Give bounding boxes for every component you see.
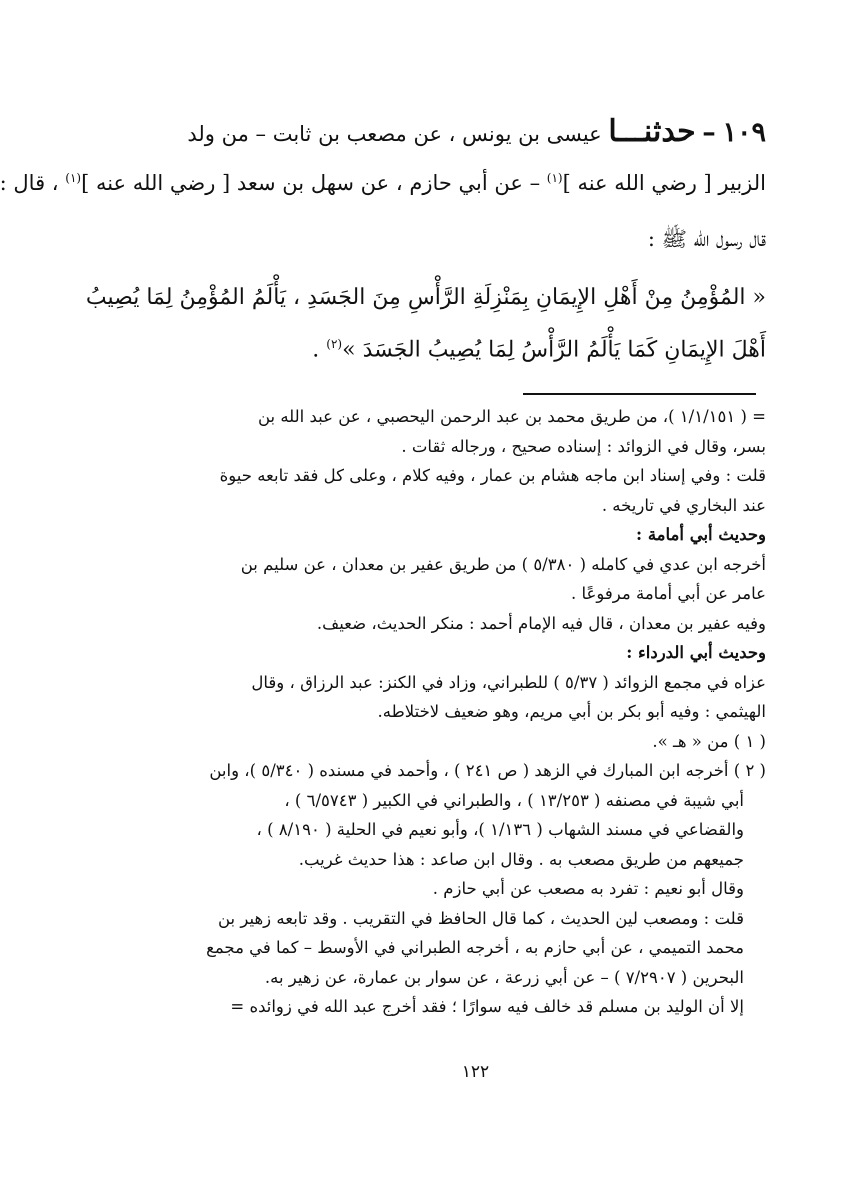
footnote-note-1: ( ١ ) من « هـ ». bbox=[652, 731, 766, 751]
footnote-line: محمد التميمي ، عن أبي حازم به ، أخرجه الطبراني في الأوسط – كما في مجمع bbox=[206, 938, 744, 957]
footnote-line: وفيه عفير بن معدان ، قال فيه الإمام أحمد : منكر الحديث، ضعيف. bbox=[316, 613, 766, 633]
isnad-line-2a: الزبير [ رضي الله عنه ] bbox=[562, 171, 766, 195]
isnad-line-2c: ، قال : bbox=[0, 171, 59, 195]
hadith-intro: قال رسول الله ﷺ : bbox=[647, 227, 766, 251]
footnote-line: عزاه في مجمع الزوائد ( ٥/٣٧ ) للطبراني، وزاد في الكنز: عبد الرزاق ، وقال bbox=[251, 672, 766, 692]
matn-end: . bbox=[312, 337, 320, 363]
footnote-line: عند البخاري في تاريخه . bbox=[601, 495, 766, 515]
hadith-second-line bbox=[0, 156, 766, 205]
footnotes bbox=[191, 402, 766, 1022]
hadith-dash: – bbox=[702, 117, 716, 148]
footnote-divider bbox=[523, 393, 756, 395]
hadith-first-line bbox=[187, 110, 766, 156]
matn-line-2-text: أَهْلَ الإِيمَانِ كَمَا يَأْلَمُ الرَّأْسُ لِمَا يُصِيبُ الجَسَدَ » bbox=[342, 337, 766, 363]
matn-line-1: « المُؤْمِنُ مِنْ أَهْلِ الإِيمَانِ بِمَنْزِلَةِ الرَّأْسِ مِنَ الجَسَدِ ، يَأْلَمُ المُؤْمِنُ لِمَا يُصِيبُ bbox=[85, 285, 766, 310]
footnote-line: البحرين ( ٧/٢٩٠٧ ) – عن أبي زرعة ، عن سوار بن عمارة، عن زهير به. bbox=[264, 967, 744, 987]
footnote-line: إلا أن الوليد بن مسلم قد خالف فيه سوارًا ؛ فقد أخرج عبد الله في زوائده = bbox=[230, 997, 744, 1016]
hadith-number: ١٠٩ bbox=[722, 117, 766, 148]
footnote-note-2: ( ٢ ) أخرجه ابن المبارك في الزهد ( ص ٢٤١ ) ، وأحمد في مسنده ( ٥/٣٤٠ )، وابن bbox=[209, 761, 766, 780]
footnote-line: أخرجه ابن عدي في كامله ( ٥/٣٨٠ ) من طريق عفير بن معدان ، عن سليم بن bbox=[240, 554, 766, 574]
footnote-heading: وحديث أبي أمامة : bbox=[635, 525, 766, 544]
footnote-line: وقال أبو نعيم : تفرد به مصعب عن أبي حازم . bbox=[432, 879, 744, 898]
footnote-line: عامر عن أبي أمامة مرفوعًا . bbox=[571, 584, 766, 603]
footnote-line: الهيثمي : وفيه أبو بكر بن أبي مريم، وهو ضعيف لاختلاطه. bbox=[377, 702, 766, 721]
footnote-ref-2: (٢) bbox=[326, 337, 343, 351]
footnote-line: أبي شيبة في مصنفه ( ١٣/٢٥٣ ) ، والطبراني في الكبير ( ٦/٥٧٤٣ ) ، bbox=[284, 790, 744, 810]
haddathana-word: حدثنـــا bbox=[608, 114, 696, 149]
footnote-ref-1a: (١) bbox=[546, 171, 563, 185]
matn-line-2 bbox=[191, 321, 766, 373]
footnote-line: قلت : وفي إسناد ابن ماجه هشام بن عمار ، وفيه كلام ، وعلى كل فقد تابعه حيوة bbox=[219, 466, 766, 485]
footnote-ref-1b: (١) bbox=[65, 171, 82, 185]
footnote-line: = ( ١/١/١٥١ )، من طريق محمد بن عبد الرحمن اليحصبي ، عن عبد الله بن bbox=[257, 407, 766, 426]
main-text bbox=[0, 110, 766, 373]
footnote-line: قلت : ومصعب لين الحديث ، كما قال الحافظ في التقريب . وقد تابعه زهير بن bbox=[218, 908, 744, 928]
isnad-line-1: عيسى بن يونس ، عن مصعب بن ثابت – من ولد bbox=[187, 122, 602, 146]
footnote-line: جميعهم من طريق مصعب به . وقال ابن صاعد : هذا حديث غريب. bbox=[298, 849, 744, 869]
footnote-heading: وحديث أبي الدرداء : bbox=[626, 643, 766, 662]
page-number: ١٢٢ bbox=[461, 1062, 490, 1082]
isnad-line-2b: – عن أبي حازم ، عن سهل بن سعد [ رضي الله عنه ] bbox=[81, 171, 541, 195]
footnote-line: والقضاعي في مسند الشهاب ( ١/١٣٦ )، وأبو نعيم في الحلية ( ٨/١٩٠ ) ، bbox=[256, 820, 744, 839]
footnote-line: بسر، وقال في الزوائد : إسناده صحيح ، ورجاله ثقات . bbox=[401, 436, 766, 456]
